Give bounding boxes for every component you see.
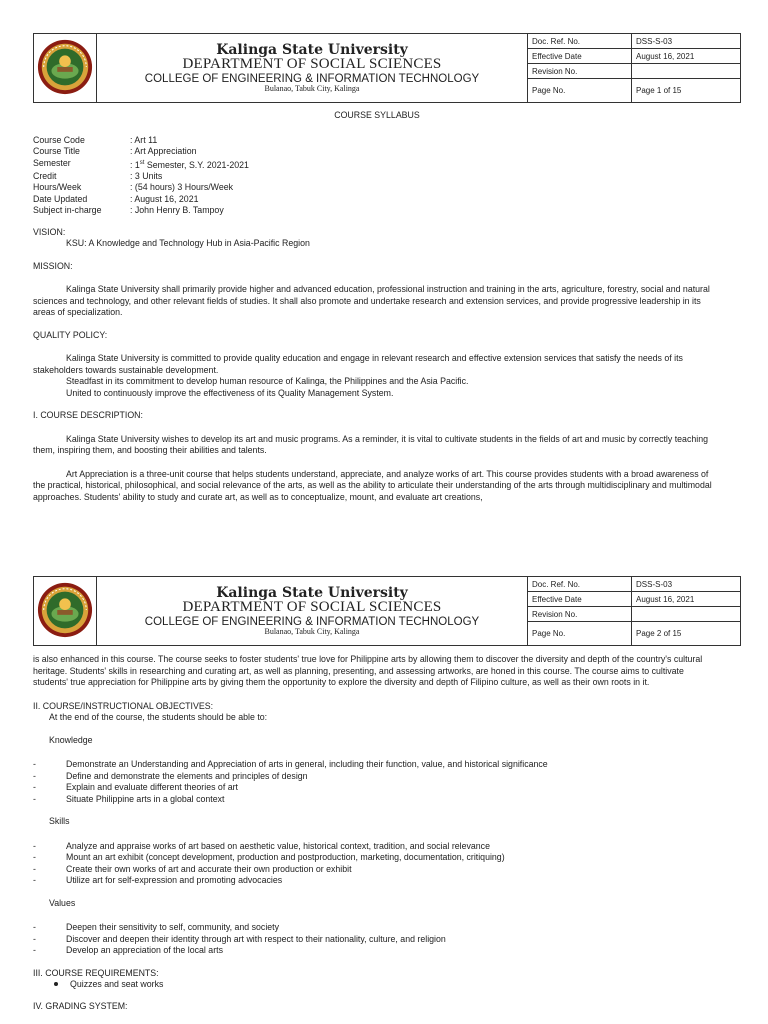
bullet-icon [54,982,58,986]
page-1-body [33,110,721,503]
list-item: - Create their own works of art and accurate their own production or exhibit [33,863,352,874]
document-page-2 [0,574,768,1024]
list-item: - Demonstrate an Understanding and Appreciation of arts in general, including their function, value, and historical significance [33,759,548,769]
revision-value [632,607,741,622]
list-item: - Situate Philippine arts in a global context [33,793,225,804]
course-description-p2: Art Appreciation is a three-unit course that helps students understand, appreciate, and analyze works of art. This course provides students with a broad awareness of the practical, historical, philosophical, and social relevance of the arts, as well as the ability to articulate their understanding of the arts through multidisciplinary and multimodal approaches. Students' ability to study and curate art, as well as to conceptualize, mount, and evaluate art creations, [33,468,712,502]
info-value: : 1st Semester, S.Y. 2021-2021 [130,159,249,170]
list-item: - Explain and evaluate different theories of art [33,782,238,792]
quality-policy-text-3: United to continuously improve the effectiveness of its Quality Management System. [66,387,394,398]
vision-heading: VISION: [33,226,66,237]
skills-heading: Skills [49,816,70,826]
revision-value [632,64,741,79]
course-description-continued: is also enhanced in this course. The course seeks to foster students' true love for Philippine arts by allowing them to discover the diversity and depth of the country's cultural heritage. Students' skills in researching and curating art, as well as planning, presenting, and assessing artworks, are honed in this course. The course aims to cultivate students' true appreciation for Philippine arts by giving them the opportunity to explore the diversity and depth of Filipino culture, as well as their own roots in it. [33,654,703,687]
list-item-text: Create their own works of art and accurate their own production or exhibit [66,863,352,874]
info-value: : 3 Units [130,170,163,181]
department-name: DEPARTMENT OF SOCIAL SCIENCES [182,599,442,616]
doc-ref-value: DSS-S-03 [632,577,741,592]
info-value: : (54 hours) 3 Hours/Week [130,182,233,193]
quality-policy-heading: QUALITY POLICY: [33,329,108,340]
list-item-text: Develop an appreciation of the local arts [66,945,223,955]
info-value: : Art 11 [130,134,158,145]
course-info-row [33,194,721,206]
course-info-row [33,158,721,171]
knowledge-heading: Knowledge [49,734,93,745]
page-no-label: Page No. [528,622,632,646]
objectives-heading: II. COURSE/INSTRUCTIONAL OBJECTIVES: [33,700,214,711]
list-item: - Utilize art for self-expression and promoting advocacies [33,875,283,885]
course-description-p1: Kalinga State University wishes to develop its art and music programs. As a reminder, it is vital to cultivate students in the fields of art and music by correctly teaching them, inspiring them, and boosting their abilities and talents. [33,433,708,456]
requirements-heading: III. COURSE REQUIREMENTS: [33,967,159,978]
effective-date-label: Effective Date [528,49,632,64]
header-title-block [97,577,528,646]
list-item-text: Explain and evaluate different theories of art [66,782,238,792]
university-seal-icon [36,581,94,639]
college-name: COLLEGE OF ENGINEERING & INFORMATION TECHNOLOGY [144,615,480,628]
requirement-text: Quizzes and seat works [70,979,164,989]
grading-heading: IV. GRADING SYSTEM: [33,1000,128,1011]
list-item: - Deepen their sensitivity to self, community, and society [33,922,280,932]
effective-date-value: August 16, 2021 [632,592,741,607]
list-item-text: Deepen their sensitivity to self, community, and society [66,922,280,932]
course-description-heading: I. COURSE DESCRIPTION: [33,410,143,421]
university-address: Bulanao, Tabuk City, Kalinga [264,627,360,637]
info-key: Course Title [33,146,80,156]
doc-ref-value: DSS-S-03 [632,34,741,49]
info-key: Hours/Week [33,182,82,193]
quality-policy-text-2: Steadfast in its commitment to develop human resource of Kalinga, the Philippines and the Asia Pacific. [66,376,469,387]
university-seal-cell [34,34,97,103]
list-item: - Mount an art exhibit (concept development, production and postproduction, marketing, documentation, critiquing) [33,852,505,862]
list-item-text: Situate Philippine arts in a global context [66,793,225,804]
info-key: Course Code [33,134,85,145]
university-name: Kalinga State University [216,41,408,58]
university-address: Bulanao, Tabuk City, Kalinga [264,84,360,94]
doc-ref-label: Doc. Ref. No. [528,577,632,592]
course-info-row [33,135,721,147]
values-list [33,922,721,957]
department-name: DEPARTMENT OF SOCIAL SCIENCES [182,56,442,73]
list-item: - Define and demonstrate the elements and principles of design [33,770,308,781]
course-info-row [33,171,721,183]
university-seal-icon [36,38,94,96]
list-item: - Discover and deepen their identity through art with respect to their nationality, culture, and religion [33,933,446,944]
revision-label: Revision No. [528,64,632,79]
page-no-value: Page 2 of 15 [632,622,741,646]
info-key: Subject in-charge [33,205,102,216]
vision-text: KSU: A Knowledge and Technology Hub in Asia-Pacific Region [66,238,310,249]
info-key: Semester [33,157,71,168]
document-header [33,33,741,103]
list-item: - Develop an appreciation of the local arts [33,945,223,955]
course-info-row [33,182,721,194]
revision-label: Revision No. [528,607,632,622]
mission-text: Kalinga State University shall primarily provide higher and advanced education, professional instruction and training in the arts, agriculture, forestry, social and natural sciences and technology, and other relevant fields of studies. It shall also promote and undertake research and extension services, and provide progressive leadership in its areas of specialization. [33,284,710,318]
objectives-intro: At the end of the course, the students should be able to: [49,712,268,722]
effective-date-value: August 16, 2021 [632,49,741,64]
info-key: Credit [33,170,57,181]
page-2-body [33,654,721,1012]
effective-date-label: Effective Date [528,592,632,607]
course-info-row [33,146,721,158]
syllabus-title: COURSE SYLLABUS [334,110,420,120]
info-value: : John Henry B. Tampoy [130,205,224,216]
requirements-item [33,979,721,991]
mission-heading: MISSION: [33,260,73,271]
course-info-row [33,205,721,217]
list-item-text: Mount an art exhibit (concept development, production and postproduction, marketing, documentation, critiquing) [66,852,505,862]
info-key: Date Updated [33,193,88,204]
college-name: COLLEGE OF ENGINEERING & INFORMATION TECHNOLOGY [144,72,480,85]
university-name: Kalinga State University [216,584,408,601]
knowledge-list [33,759,721,805]
list-item: - Analyze and appraise works of art based on aesthetic value, historical context, tradition, and social relevance [33,840,490,851]
info-value: : Art Appreciation [130,146,197,156]
list-item-text: Discover and deepen their identity through art with respect to their nationality, culture, and religion [66,933,446,944]
university-seal-cell [34,577,97,646]
list-item-text: Demonstrate an Understanding and Appreciation of arts in general, including their function, value, and historical significance [66,759,548,769]
page-no-value: Page 1 of 15 [632,79,741,103]
header-title-block [97,34,528,103]
quality-policy-text: Kalinga State University is committed to provide quality education and engage in relevant research and effective extension services that satisfy the needs of its stakeholders towards sustainable development. [33,353,683,375]
info-value: : August 16, 2021 [130,193,199,204]
list-item-text: Utilize art for self-expression and promoting advocacies [66,875,283,885]
page-no-label: Page No. [528,79,632,103]
skills-list [33,841,721,887]
course-info [33,135,721,217]
document-header [33,576,741,646]
list-item-text: Define and demonstrate the elements and principles of design [66,770,308,781]
doc-ref-label: Doc. Ref. No. [528,34,632,49]
list-item-text: Analyze and appraise works of art based on aesthetic value, historical context, tradition, and social relevance [66,840,490,851]
values-heading: Values [49,897,76,908]
